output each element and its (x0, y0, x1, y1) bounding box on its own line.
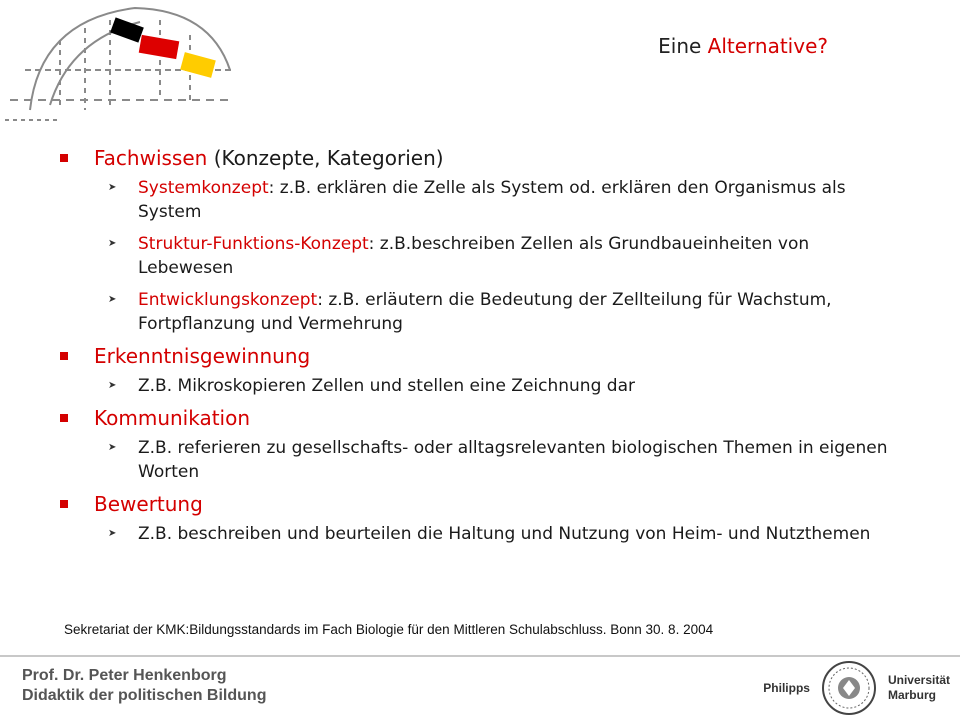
heading-erkenntnisgewinnung: Erkenntnisgewinnung (94, 344, 311, 368)
sub-bullet-systemkonzept (108, 176, 888, 224)
bullet-erkenntnisgewinnung (58, 344, 888, 368)
sub-bullet-beurteilen (108, 522, 888, 546)
uni-name-right-2: Marburg (887, 688, 936, 702)
university-logo (763, 660, 950, 716)
author-name: Prof. Dr. Peter Henkenborg (22, 667, 227, 684)
arrow-bullet-icon: ➤ (108, 182, 117, 193)
text-referieren: Z.B. referieren zu gesellschafts- oder alltagsrelevanten biologischen Themen in eigenen Worten (138, 438, 888, 482)
uni-name-right-1: Universität (887, 673, 950, 687)
heading-fachwissen-rest: (Konzepte, Kategorien) (207, 146, 444, 170)
author-block (22, 666, 266, 706)
heading-fachwissen: Fachwissen (94, 146, 208, 170)
arrow-bullet-icon: ➤ (108, 380, 117, 391)
arrow-bullet-icon: ➤ (108, 238, 117, 249)
slide-content (58, 140, 888, 554)
title-prefix: Eine (658, 34, 708, 58)
sub-bullet-referieren (108, 436, 888, 484)
author-department: Didaktik der politischen Bildung (22, 687, 267, 704)
arrow-bullet-icon: ➤ (108, 528, 117, 539)
reichstag-dome-logo (0, 0, 240, 140)
term-entwicklung: Entwicklungskonzept (138, 290, 318, 310)
slide-title (658, 34, 828, 58)
term-struktur-funktion: Struktur-Funktions-Konzept (138, 234, 369, 254)
university-seal-icon (818, 660, 880, 716)
text-mikroskopieren: Z.B. Mikroskopieren Zellen und stellen eine Zeichnung dar (138, 376, 635, 396)
arrow-bullet-icon: ➤ (108, 294, 117, 305)
sub-bullet-struktur-funktion (108, 232, 888, 280)
square-bullet-icon (60, 500, 68, 508)
text-beurteilen: Z.B. beschreiben und beurteilen die Haltung und Nutzung von Heim- und Nutzthemen (138, 524, 871, 544)
heading-bewertung: Bewertung (94, 492, 203, 516)
sub-bullet-mikroskopieren (108, 374, 888, 398)
bullet-kommunikation (58, 406, 888, 430)
arrow-bullet-icon: ➤ (108, 442, 117, 453)
bullet-bewertung (58, 492, 888, 516)
heading-kommunikation: Kommunikation (94, 406, 251, 430)
bullet-fachwissen (58, 146, 888, 170)
square-bullet-icon (60, 154, 68, 162)
footer-divider (0, 655, 960, 657)
source-citation: Sekretariat der KMK:Bildungsstandards im Fach Biologie für den Mittleren Schulabschluss. Bonn 30. 8. 2004 (64, 622, 714, 637)
term-systemkonzept: Systemkonzept (138, 178, 269, 198)
square-bullet-icon (60, 414, 68, 422)
text-systemkonzept: : z.B. erklären die Zelle als System od. erklären den Organismus als System (138, 178, 846, 222)
sub-bullet-entwicklung (108, 288, 888, 336)
square-bullet-icon (60, 352, 68, 360)
text-struktur-funktion: : z.B.beschreiben Zellen als Grundbaueinheiten von Lebewesen (138, 234, 810, 278)
title-accent: Alternative? (707, 34, 828, 58)
text-entwicklung: : z.B. erläutern die Bedeutung der Zellteilung für Wachstum, Fortpflanzung und Vermehrung (138, 290, 832, 334)
uni-name-left: Philipps (763, 681, 810, 695)
